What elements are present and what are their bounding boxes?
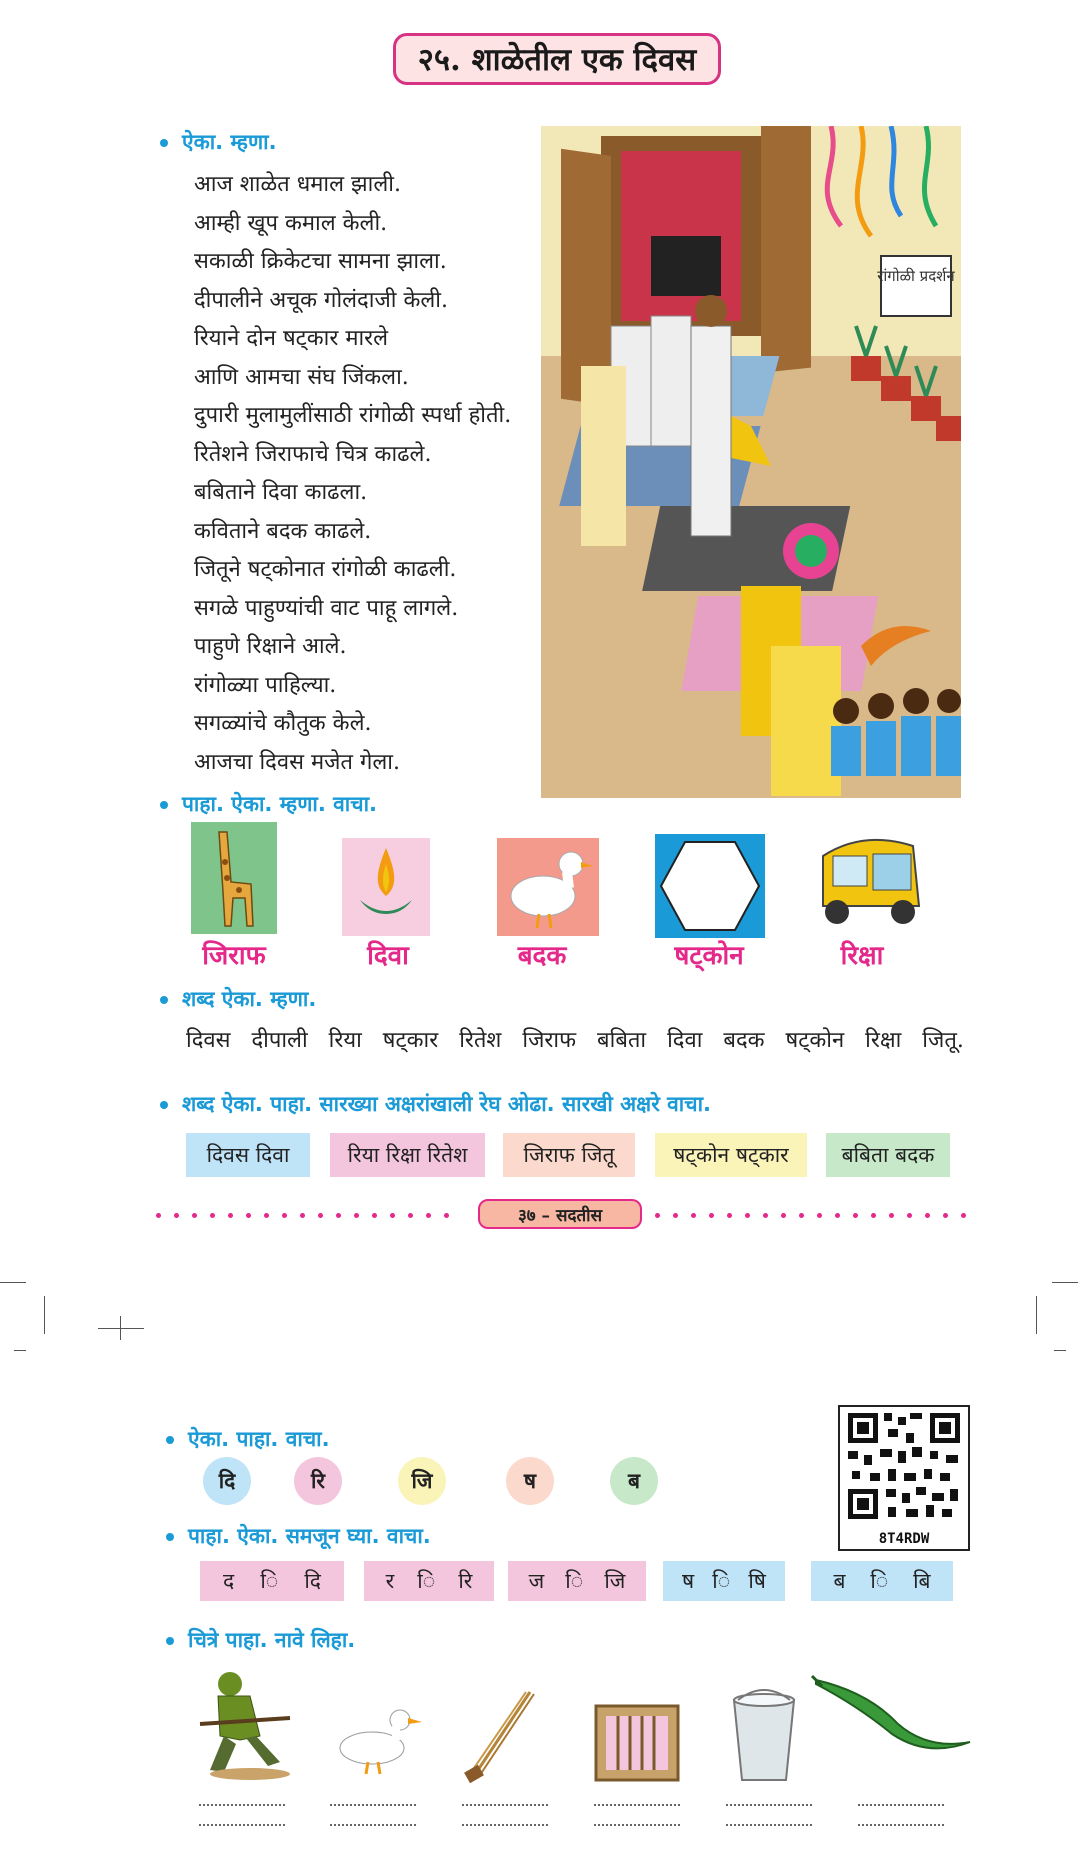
qr-code-label: 8T4RDW <box>878 1531 930 1547</box>
answer-line[interactable] <box>330 1822 416 1826</box>
poem-text <box>194 166 554 782</box>
consonant: ष <box>682 1569 695 1593</box>
vowel-sign: ि <box>260 1569 279 1593</box>
word-chip: जिराफ जितू <box>503 1133 635 1177</box>
letter-formation-chip <box>364 1561 494 1601</box>
answer-line[interactable] <box>594 1802 680 1806</box>
vowel-sign: ि <box>870 1569 889 1593</box>
section-heading-words-listen: शब्द ऐका. म्हणा. <box>160 985 316 1013</box>
bullet-icon <box>160 801 168 809</box>
answer-line[interactable] <box>199 1802 285 1806</box>
word-list: दिवस दीपाली रिया षट्कार रितेश जिराफ बबिता दिवा बदक षट्कोन रिक्षा जितू. <box>186 1028 964 1053</box>
section-heading-listen-look-read: ऐका. पाहा. वाचा. <box>166 1425 330 1453</box>
poem-line: रियाने दोन षट्कार मारले <box>194 326 389 351</box>
answer-line[interactable] <box>330 1802 416 1806</box>
crop-mark <box>98 1328 144 1329</box>
hexagon-icon <box>655 834 765 938</box>
section-heading-write-names: चित्रे पाहा. नावे लिहा. <box>166 1626 355 1654</box>
label-lamp: दिवा <box>367 941 409 971</box>
footer-dots-right <box>655 1213 966 1217</box>
bullet-icon <box>160 996 168 1004</box>
section-heading-listen-say: ऐका. म्हणा. <box>160 128 277 156</box>
chili-icon <box>808 1672 974 1756</box>
poem-line: बबिताने दिवा काढला. <box>194 480 368 505</box>
bucket-icon <box>724 1686 804 1786</box>
poem-line: आजचा दिवस मजेत गेला. <box>194 749 400 775</box>
vowel-sign: ि <box>712 1569 731 1593</box>
poem-line: सगळ्यांचे कौतुक केले. <box>194 711 372 736</box>
word-chip: बबिता बदक <box>826 1133 950 1177</box>
bullet-icon <box>166 1533 174 1541</box>
poem-line: दुपारी मुलामुलींसाठी रांगोळी स्पर्धा होती. <box>194 403 512 428</box>
label-hexagon: षट्कोन <box>674 941 744 971</box>
qr-pattern-icon <box>840 1407 968 1525</box>
vowel-sign: ि <box>417 1569 436 1593</box>
poem-line: कविताने बदक काढले. <box>194 518 372 544</box>
crop-mark <box>14 1350 26 1351</box>
vowel-sign: ि <box>565 1569 584 1593</box>
footer-dots-left <box>156 1213 449 1217</box>
poem-line: आज शाळेत धमाल झाली. <box>194 172 401 197</box>
crop-mark <box>1054 1350 1066 1351</box>
duck-icon <box>497 838 599 936</box>
soldier-icon <box>190 1666 304 1782</box>
bullet-icon <box>160 1101 168 1109</box>
rangoli-exhibition-illustration <box>541 126 961 798</box>
letter-circle: ष <box>506 1457 554 1505</box>
page-title: २५. शाळेतील एक दिवस <box>393 33 721 85</box>
consonant: र <box>385 1569 395 1593</box>
word-chip: दिवस दिवा <box>186 1133 310 1177</box>
letter-formation-chip <box>508 1561 646 1601</box>
letter-circle: जि <box>398 1457 446 1505</box>
poem-line: रितेशने जिराफाचे चित्र काढले. <box>194 441 432 467</box>
combined-letter: जि <box>604 1569 626 1593</box>
section-heading-underline: शब्द ऐका. पाहा. सारख्या अक्षरांखाली रेघ ओढा. सारखी अक्षरे वाचा. <box>160 1090 711 1118</box>
combined-letter: षि <box>748 1569 766 1593</box>
label-rickshaw: रिक्षा <box>840 941 884 971</box>
answer-line[interactable] <box>726 1802 812 1806</box>
crop-mark <box>1036 1296 1037 1334</box>
crop-mark <box>1052 1282 1078 1283</box>
answer-line[interactable] <box>594 1822 680 1826</box>
answer-line[interactable] <box>199 1822 285 1826</box>
answer-line[interactable] <box>462 1822 548 1826</box>
scene-sign-text: रांगोळी प्रदर्शन <box>877 267 955 285</box>
qr-code[interactable] <box>838 1405 970 1551</box>
rickshaw-icon <box>803 826 933 928</box>
combined-letter: रि <box>458 1569 473 1593</box>
duck-icon <box>330 1700 426 1780</box>
answer-line[interactable] <box>858 1822 944 1826</box>
consonant: ज <box>528 1569 545 1593</box>
poem-line: दीपालीने अचूक गोलंदाजी केली. <box>194 287 448 313</box>
giraffe-icon <box>191 822 277 934</box>
letter-formation-chip <box>663 1561 785 1601</box>
window-icon <box>592 1702 682 1784</box>
section-heading-look-listen: पाहा. ऐका. म्हणा. वाचा. <box>160 790 377 818</box>
page-number-badge: ३७ – सदतीस <box>478 1199 642 1229</box>
poem-line: आम्ही खूप कमाल केली. <box>194 210 388 236</box>
answer-line[interactable] <box>726 1822 812 1826</box>
crop-mark <box>120 1316 121 1340</box>
crop-mark <box>0 1282 26 1283</box>
poem-line: जितूने षट्कोनात रांगोळी काढली. <box>194 557 457 582</box>
poem-line: सगळे पाहुण्यांची वाट पाहू लागले. <box>194 595 459 621</box>
lamp-icon <box>342 838 430 936</box>
poem-line: पाहुणे रिक्षाने आले. <box>194 634 347 659</box>
letter-circle: दि <box>203 1457 251 1505</box>
bullet-icon <box>166 1436 174 1444</box>
label-duck: बदक <box>517 941 567 971</box>
label-giraffe: जिराफ <box>202 941 266 971</box>
bullet-icon <box>160 139 168 147</box>
word-chip: षट्कोन षट्कार <box>655 1133 807 1177</box>
consonant: ब <box>833 1569 846 1593</box>
scene-drawing <box>541 126 961 798</box>
consonant: द <box>223 1569 235 1593</box>
letter-formation-chip <box>811 1561 953 1601</box>
combined-letter: बि <box>913 1569 931 1593</box>
crop-mark <box>44 1296 45 1334</box>
word-chip: रिया रिक्षा रितेश <box>330 1133 485 1177</box>
poem-line: आणि आमचा संघ जिंकला. <box>194 364 409 390</box>
letter-formation-chip <box>200 1561 344 1601</box>
answer-line[interactable] <box>462 1802 548 1806</box>
letter-circle: ब <box>610 1457 658 1505</box>
section-heading-understand: पाहा. ऐका. समजून घ्या. वाचा. <box>166 1522 431 1550</box>
poem-line: रांगोळ्या पाहिल्या. <box>194 672 337 698</box>
broom-icon <box>460 1688 540 1784</box>
answer-line[interactable] <box>858 1802 944 1806</box>
poem-line: सकाळी क्रिकेटचा सामना झाला. <box>194 249 447 274</box>
combined-letter: दि <box>304 1569 321 1593</box>
bullet-icon <box>166 1637 174 1645</box>
letter-circle: रि <box>294 1457 342 1505</box>
